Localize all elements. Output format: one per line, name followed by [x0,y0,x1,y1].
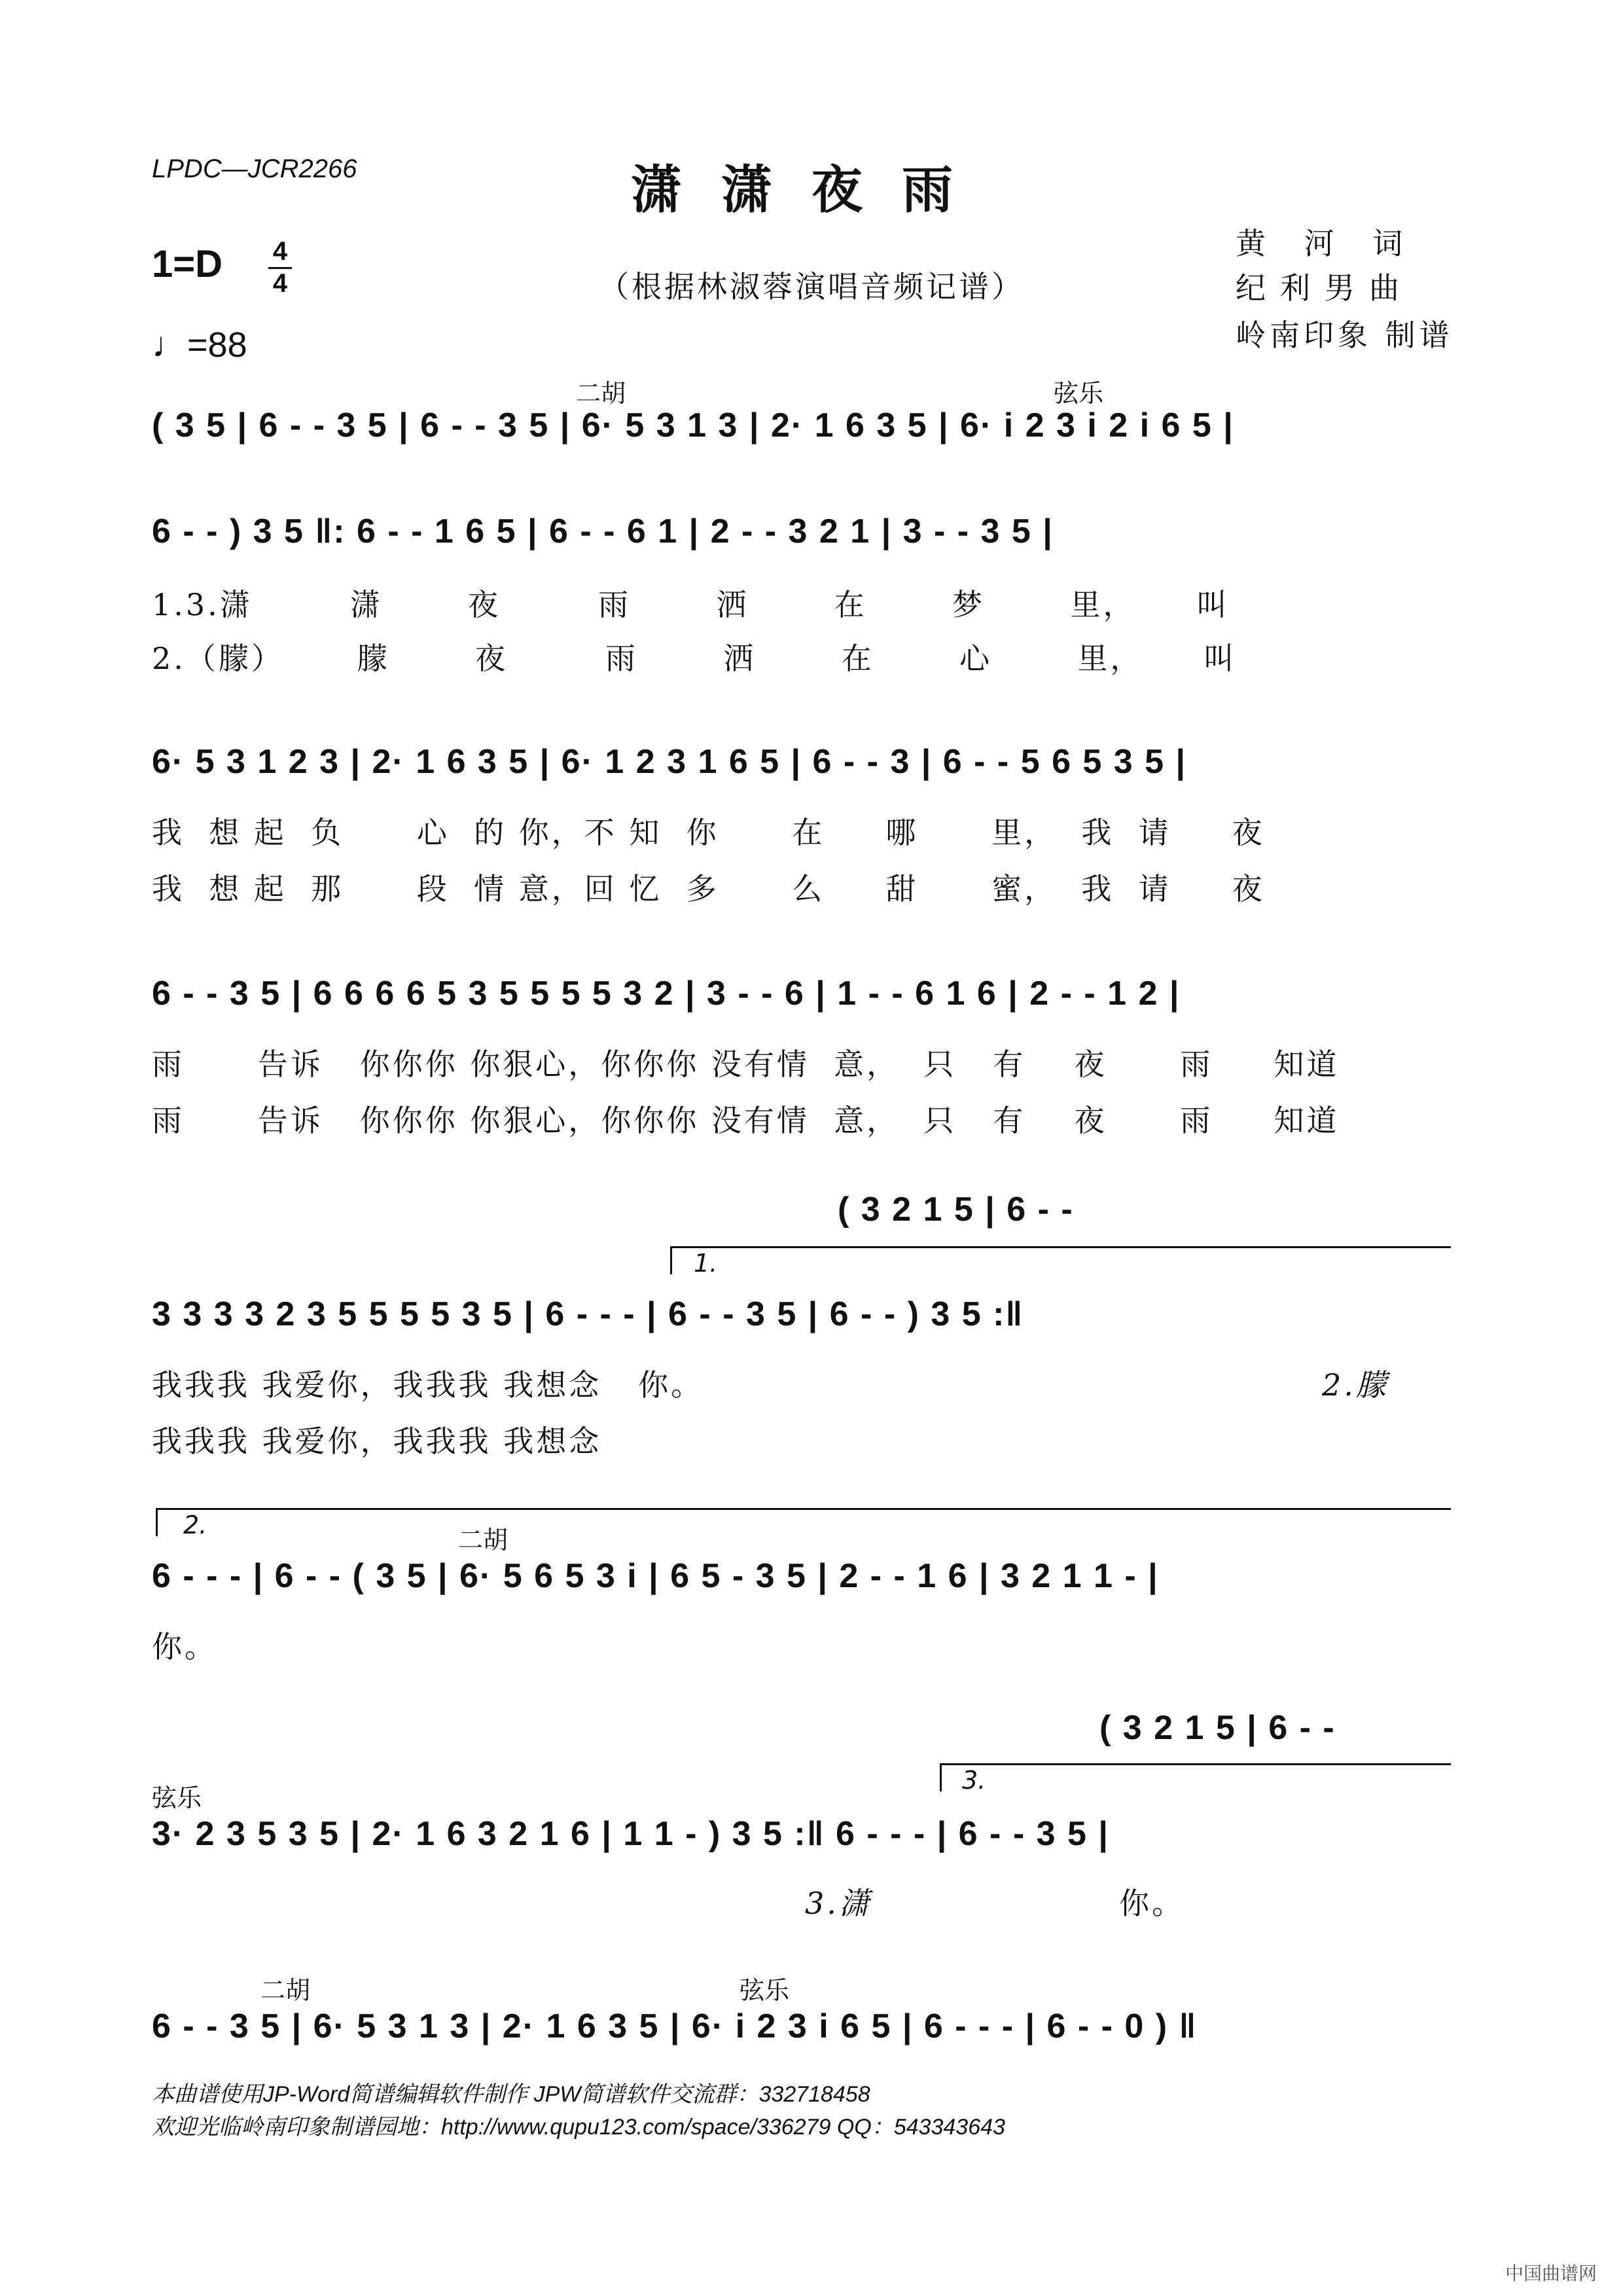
volta-1-label: 1. [694,1249,718,1278]
footer-software-note: 本曲谱使用JP-Word简谱编辑软件制作 JPW简谱软件交流群：332718458 [152,2082,870,2107]
strings-mark-3: 弦乐 [740,1976,790,2005]
lyric-v2-line-5: 我我我 我爱你，我我我 我想念 [152,1424,602,1459]
lyricist-credit: 黄 河 词 [1236,226,1418,261]
footer-website-note: 欢迎光临岭南印象制谱园地：http://www.qupu123.com/space/336279 QQ：543343643 [152,2115,1005,2140]
volta-2-label: 2. [183,1511,207,1539]
score-code: LPDC—JCR2266 [152,154,357,183]
staff-line-5-alternate: ( 3 2 1 5 | 6 - - [838,1191,1074,1229]
lyric-v1-line-3: 我 想 起 负 心 的 你，不 知 你 在 哪 里， 我 请 夜 [152,815,1265,850]
lyric-line-7-a: 3.潇 [805,1886,872,1921]
strings-mark: 弦乐 [1054,379,1104,408]
erhu-mark-3: 二胡 [260,1976,311,2005]
subtitle: （根据林淑蓉演唱音频记谱） [599,269,1024,304]
volta-3-label: 3. [962,1766,986,1795]
staff-line-5: 3 3 3 3 2 3 5 5 5 5 3 5 | 6 - - - | 6 - - 3 5 | 6 - - ) 3 5 :‖ [152,1295,1024,1333]
tempo-marking: ♩=88 [152,325,247,365]
staff-line-7: 3· 2 3 5 3 5 | 2· 1 6 3 2 1 6 | 1 1 - ) 3 5 :‖ 6 - - - | 6 - - 3 5 | [152,1815,1109,1853]
staff-line-6: 6 - - - | 6 - - ( 3 5 | 6· 5 6 5 3 i | 6 5 - 3 5 | 2 - - 1 6 | 3 2 1 1 - | [152,1557,1159,1595]
site-logo: 中国曲谱网 [1505,2263,1597,2284]
erhu-mark: 二胡 [576,379,626,408]
staff-line-1: ( 3 5 | 6 - - 3 5 | 6 - - 3 5 | 6· 5 3 1 3 | 2· 1 6 3 5 | 6· i 2 3 i 2 i 6 5 | [152,406,1234,444]
staff-line-8: 6 - - 3 5 | 6· 5 3 1 3 | 2· 1 6 3 5 | 6· i 2 3 i 6 5 | 6 - - - | 6 - - 0 ) ‖ [152,2007,1198,2045]
lyric-v1-line-2: 1.3.潇 潇 夜 雨 洒 在 梦 里， 叫 [152,587,1230,622]
lyric-v2-line-2: 2.（朦） 朦 夜 雨 洒 在 心 里， 叫 [152,641,1237,676]
volta-bracket-2 [156,1508,1451,1536]
arranger-credit: 岭南印象 制谱 [1236,317,1454,353]
staff-line-2: 6 - - ) 3 5 ‖: 6 - - 1 6 5 | 6 - - 6 1 | 2 - - 3 2 1 | 3 - - 3 5 | [152,512,1054,550]
lyric-line-7-b: 你。 [1119,1886,1185,1921]
erhu-mark-2: 二胡 [458,1526,508,1554]
time-signature-top: 4 [272,237,288,266]
lyric-v2-line-4: 雨 告诉 你你你 你狠心，你你你 没有情 意， 只 有 夜 雨 知道 [152,1103,1340,1138]
lyric-line-6: 你。 [152,1629,217,1664]
key-signature: 1=D [152,243,223,285]
staff-line-7-alternate: ( 3 2 1 5 | 6 - - [1099,1709,1336,1747]
composer-credit: 纪利男曲 [1236,270,1414,306]
time-signature [267,237,293,298]
volta-bracket-1 [670,1246,1451,1274]
lyric-v1-line-4: 雨 告诉 你你你 你狠心，你你你 没有情 意， 只 有 夜 雨 知道 [152,1047,1340,1082]
strings-mark-2: 弦乐 [152,1784,202,1812]
time-signature-bottom: 4 [272,269,288,298]
staff-line-3: 6· 5 3 1 2 3 | 2· 1 6 3 5 | 6· 1 2 3 1 6 5 | 6 - - 3 | 6 - - 5 6 5 3 5 | [152,743,1187,781]
lyric-verse2-pickup: 2.朦 [1322,1367,1389,1403]
page-title: 潇潇夜雨 [630,160,992,220]
lyric-v1-line-5: 我我我 我爱你，我我我 我想念 你。 [152,1367,704,1403]
lyric-v2-line-3: 我 想 起 那 段 情 意，回 忆 多 么 甜 蜜， 我 请 夜 [152,871,1265,906]
staff-line-4: 6 - - 3 5 | 6 6 6 6 5 3 5 5 5 5 3 2 | 3 - - 6 | 1 - - 6 1 6 | 2 - - 1 2 | [152,975,1181,1013]
volta-bracket-3 [940,1763,1451,1791]
